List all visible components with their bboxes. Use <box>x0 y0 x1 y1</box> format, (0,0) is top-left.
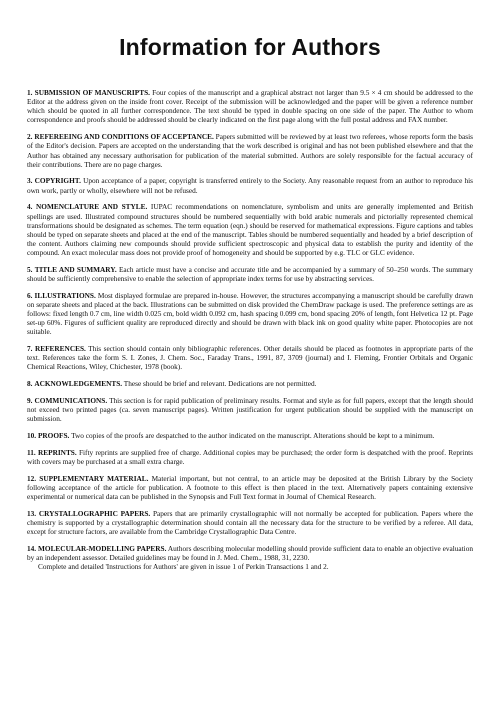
section-text: Material important, but not central, to an article may be deposited at the British Library by the Society following acceptance of the article for publication. A footnote to this effect is then placed in the text. Alternatively papers containing extensive experimental or numerical data can be published in the Synopsis and Full Text format in Journal of Chemical Research. <box>27 473 473 501</box>
section-text: Papers submitted will be reviewed by at least two referees, whose reports form the basis of the Editor's decision. Papers are accepted on the understanding that the work described is original and has not been published elsewhere and that the Author has obtained any necessary authorisation for publication of the material submitted. Authors are solely responsible for the factual accuracy of their contributions. There are no page charges. <box>27 132 473 169</box>
section-5 <box>27 265 473 283</box>
section-text: Most displayed formulae are prepared in-house. However, the structures accompanying a manuscript should be carefully drawn on separate sheets and placed at the back. Illustrations can be submitted on disk provided the ChemDraw package is used. The preference settings are as follows: fixed length 0.7 cm, line width 0.025 cm, bold width 0.092 cm, hash spacing 0.099 cm, bond spacing 20% of length, font Helvetica 12 pt. Page set-up 60%. Figures of sufficient quality are reproduced directly and should be drawn with black ink on good quality white paper. Photocopies are not suitable. <box>27 290 473 337</box>
section-2 <box>27 132 473 169</box>
section-heading: ACKNOWLEDGEMENTS. <box>34 379 123 389</box>
section-heading: TITLE AND SUMMARY. <box>34 264 117 274</box>
section-number: 10. <box>27 431 37 441</box>
section-text: Upon acceptance of a paper, copyright is transferred entirely to the Society. Any reasonable request from an author to reproduce his own work, partly or wholly, elsewhere will not be refused. <box>27 176 473 195</box>
section-11 <box>27 448 473 466</box>
section-12 <box>27 474 473 501</box>
section-9 <box>27 396 473 423</box>
section-3 <box>27 176 473 194</box>
section-number: 4. <box>27 202 33 212</box>
section-1 <box>27 88 473 125</box>
page-title: Information for Authors <box>119 34 381 60</box>
section-text: Authors describing molecular modelling should provide sufficient data to enable an objective evaluation by an independent assessor. Detailed guidelines may be found in J. Med. Chem., 1988, 31, 2230. <box>27 543 473 562</box>
section-text: Each article must have a concise and accurate title and be accompanied by a summary of 50–250 words. The summary should be sufficiently comprehensive to enable the selection of appropriate index terms for use by abstracting services. <box>27 264 473 284</box>
section-10 <box>27 431 473 440</box>
section-number: 1. <box>27 88 33 97</box>
section-heading: ILLUSTRATIONS. <box>34 290 96 300</box>
section-14 <box>27 544 473 562</box>
section-heading: COPYRIGHT. <box>34 176 81 186</box>
section-number: 9. <box>27 395 33 405</box>
section-text: Two copies of the proofs are despatched to the author indicated on the manuscript. Alterations should be kept to a minimum. <box>71 431 435 441</box>
section-number: 13. <box>27 508 37 518</box>
document-body <box>27 88 473 579</box>
section-heading: SUBMISSION OF MANUSCRIPTS. <box>34 88 150 97</box>
section-number: 12. <box>27 473 37 483</box>
section-text: IUPAC recommendations on nomenclature, symbolism and units are generally implemented and British spellings are used. Illustrated compound structures should be numbered sequentially with bold arabic numerals and pictorially represented chemical transformations should be designated as schemes. The term equation (eqn.) should be reserved for mathematical expressions. Figure captions and tables should be typed on separate sheets and placed at the end of the manuscript. Tables should be numbered sequentially and headed by a brief description of the content. Authors claiming new compounds should provide sufficient spectroscopic and physical data to establish the purity and identity of the compound. An exact molecular mass does not provide proof of homogeneity and should be supported by e.g. TLC or GLC evidence. <box>27 202 474 258</box>
section-heading: CRYSTALLOGRAPHIC PAPERS. <box>38 508 151 518</box>
section-text: Four copies of the manuscript and a graphical abstract not larger than 9.5 × 4 cm should be addressed to the Editor at the address given on the inside front cover. Receipt of the submission will be acknowledged and the paper will be given a reference number which should be quoted in all further correspondence. The text should be typed in double spacing on one side of the paper. The Author to whom correspondence and proofs should be addressed should be clearly indicated on the first page along with the full postal address and FAX number. <box>27 88 473 125</box>
section-text: These should be brief and relevant. Dedications are not permitted. <box>123 379 317 389</box>
section-number: 2. <box>27 132 33 142</box>
section-heading: SUPPLEMENTARY MATERIAL. <box>39 473 149 483</box>
section-heading: REFEREEING AND CONDITIONS OF ACCEPTANCE. <box>34 132 214 142</box>
section-13 <box>27 509 473 536</box>
section-number: 8. <box>27 379 33 389</box>
section-heading: MOLECULAR-MODELLING PAPERS. <box>38 543 167 553</box>
section-4 <box>27 202 473 257</box>
section-text: This section should contain only bibliographic references. Other details should be placed as footnotes in appropriate parts of the text. References take the form S. I. Zones, J. Chem. Soc., Faraday Trans., 1991, 87, 3709 (journal) and I. Fleming, Frontier Orbitals and Organic Chemical Reactions, Wiley, Chichester, 1978 (book). <box>27 344 474 372</box>
section-heading: PROOFS. <box>37 431 70 441</box>
section-7 <box>27 344 473 371</box>
section-text: This section is for rapid publication of preliminary results. Format and style as for full papers, except that the length should not exceed two printed pages (ca. seven manuscript pages). Written justification for urgent publication should be supplied with the manuscript on submission. <box>27 395 473 424</box>
section-heading: COMMUNICATIONS. <box>34 395 108 405</box>
section-number: 14. <box>27 543 37 553</box>
section-8 <box>27 379 473 388</box>
section-number: 6. <box>27 290 33 300</box>
section-text: Fifty reprints are supplied free of charge. Additional copies may be purchased; the order form is despatched with the proof. Reprints with covers may be purchased at a small extra charge. <box>27 447 473 466</box>
section-number: 5. <box>27 264 33 274</box>
section-number: 11. <box>27 447 36 457</box>
section-heading: REPRINTS. <box>37 447 77 457</box>
section-heading: NOMENCLATURE AND STYLE. <box>36 202 148 212</box>
section-6 <box>27 291 473 337</box>
section-text: Papers that are primarily crystallographic will not normally be accepted for publication. Papers where the chemistry is supported by a crystallographic determination should contain all the necessary data for the structure to be verified by a referee. All data, except for structure factors, are available from the Cambridge Crystallographic Data Centre. <box>27 508 473 537</box>
section-heading: REFERENCES. <box>34 344 86 354</box>
closing-note: Complete and detailed 'Instructions for Authors' are given in issue 1 of Perkin Transactions 1 and 2. <box>38 562 329 572</box>
section-number: 3. <box>27 176 33 186</box>
section-number: 7. <box>27 344 33 354</box>
